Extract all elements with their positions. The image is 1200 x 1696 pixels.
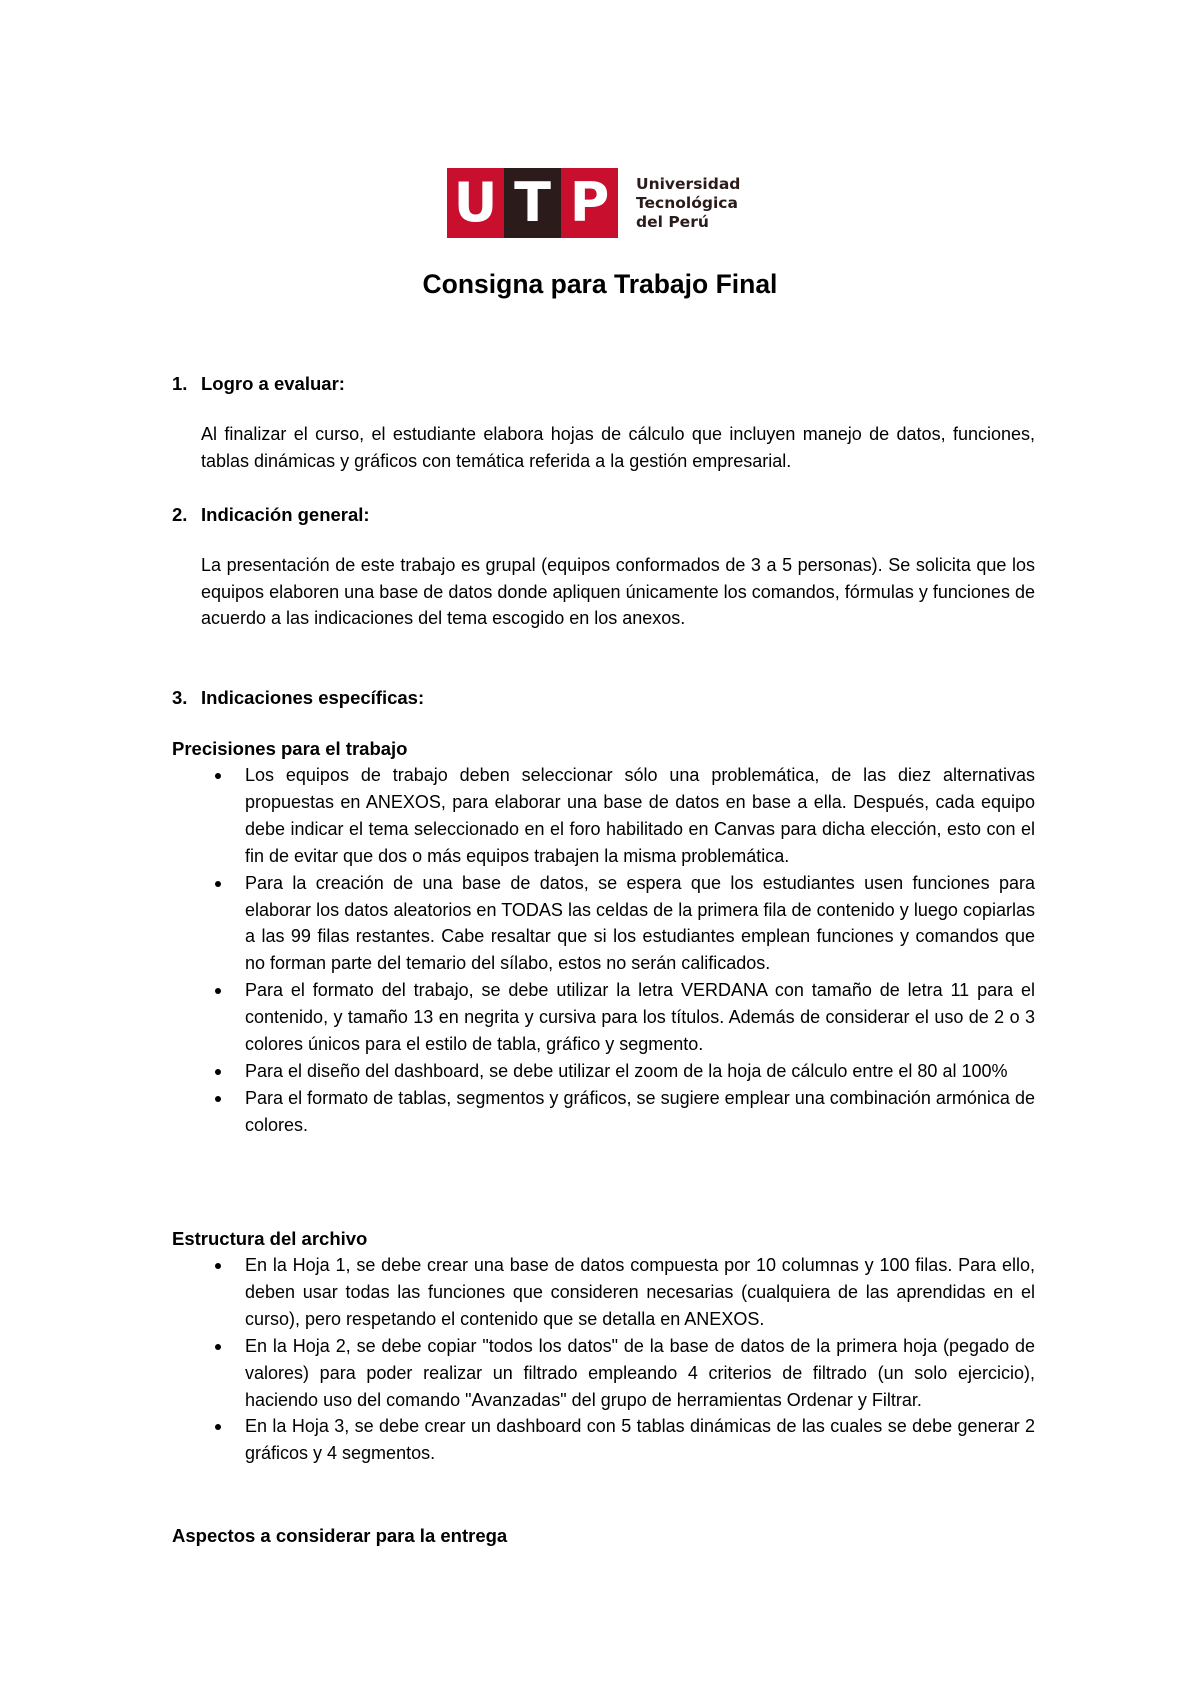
list-item-text: Para el diseño del dashboard, se debe utilizar el zoom de la hoja de cálculo entre el 80 al 100% — [245, 1060, 1008, 1081]
logo-university-name — [636, 168, 740, 238]
logo-letter-t: T — [504, 168, 561, 238]
subheading-precisiones: Precisiones para el trabajo — [172, 738, 408, 759]
section-heading-text: Indicación general: — [201, 504, 370, 525]
bullet-icon — [215, 1096, 221, 1102]
list-item-text: En la Hoja 2, se debe copiar "todos los datos" de la base de datos de la primera hoja (pegado de valores) para poder realizar un filtrado empleando 4 criterios de filtrado (un solo ejercicio), haciendo uso del comando "Avanzadas" del grupo de herramientas Ordenar y Filtrar. — [245, 1335, 1035, 1410]
precisiones-list — [201, 762, 1035, 1139]
logo-name-line: del Perú — [636, 212, 709, 231]
section-text-indicacion-general: La presentación de este trabajo es grupal (equipos conformados de 3 a 5 personas). Se solicita que los equipos elaboren una base de datos donde apliquen únicamente los comandos, fórmulas y funciones de acuerdo a las indicaciones del tema escogido en los anexos. — [201, 555, 1035, 629]
list-item — [201, 762, 1035, 870]
list-item-text: Para el formato de tablas, segmentos y gráficos, se sugiere emplear una combinación armónica de colores. — [245, 1087, 1035, 1135]
logo-name-line: Tecnológica — [636, 193, 738, 212]
bullet-icon — [215, 1344, 221, 1350]
document-title: Consigna para Trabajo Final — [422, 269, 778, 299]
list-item-text: Para el formato del trabajo, se debe utilizar la letra VERDANA con tamaño de letra 11 para el contenido, y tamaño 13 en negrita y cursiva para los títulos. Además de considerar el uso de 2 o 3 colores únicos para el estilo de tabla, gráfico y segmento. — [245, 980, 1035, 1055]
list-item — [201, 1085, 1035, 1139]
logo-letter-p: P — [561, 168, 618, 238]
utp-logo — [447, 168, 740, 238]
logo-name-line: Universidad — [636, 174, 741, 193]
list-item-text: En la Hoja 1, se debe crear una base de datos compuesta por 10 columnas y 100 filas. Para ello, deben usar todas las funciones que consideren necesarias (cualquiera de las aprendidas en el curso), pero respetando el contenido que se detalla en ANEXOS. — [245, 1255, 1035, 1329]
section-heading-text: Indicaciones específicas: — [201, 687, 425, 708]
section-heading-text: Logro a evaluar: — [201, 373, 345, 394]
bullet-icon — [215, 1263, 221, 1269]
estructura-list — [201, 1252, 1035, 1467]
list-item — [201, 977, 1035, 1058]
list-item-text: Para la creación de una base de datos, se espera que los estudiantes usen funciones para elaborar los datos aleatorios en TODAS las celdas de la primera fila de contenido y luego copiarlas a las 99 filas restantes. Cabe resaltar que si los estudiantes emplean funciones y comandos que no forman parte del temario del sílabo, estos no serán calificados. — [245, 872, 1035, 974]
logo-letter-u: U — [447, 168, 504, 238]
section-number: 2. — [172, 504, 188, 525]
list-item — [201, 1058, 1035, 1085]
section-heading-indicaciones-especificas — [172, 686, 424, 710]
bullet-icon — [215, 881, 221, 887]
bullet-icon — [215, 773, 221, 779]
section-number: 3. — [172, 687, 188, 708]
subheading-aspectos: Aspectos a considerar para la entrega — [172, 1525, 508, 1546]
bullet-icon — [215, 1424, 221, 1430]
list-item-text: En la Hoja 3, se debe crear un dashboard con 5 tablas dinámicas de las cuales se debe generar 2 gráficos y 4 segmentos. — [245, 1416, 1035, 1464]
bullet-icon — [215, 1069, 221, 1075]
list-item — [201, 1252, 1035, 1333]
list-item — [201, 1333, 1035, 1414]
section-number: 1. — [172, 373, 188, 394]
list-item-text: Los equipos de trabajo deben seleccionar sólo una problemática, de las diez alternativas propuestas en ANEXOS, para elaborar una base de datos en base a ella. Después, cada equipo debe indicar el tema seleccionado en el foro habilitado en Canvas para dicha elección, esto con el fin de evitar que dos o más equipos trabajen la misma problemática. — [245, 765, 1035, 866]
subheading-estructura: Estructura del archivo — [172, 1228, 368, 1249]
list-item — [201, 1413, 1035, 1467]
section-heading-indicacion-general — [172, 503, 370, 527]
section-heading-logro — [172, 372, 345, 396]
list-item — [201, 870, 1035, 978]
bullet-icon — [215, 988, 221, 994]
section-text-logro: Al finalizar el curso, el estudiante elabora hojas de cálculo que incluyen manejo de datos, funciones, tablas dinámicas y gráficos con temática referida a la gestión empresarial. — [201, 424, 1035, 471]
